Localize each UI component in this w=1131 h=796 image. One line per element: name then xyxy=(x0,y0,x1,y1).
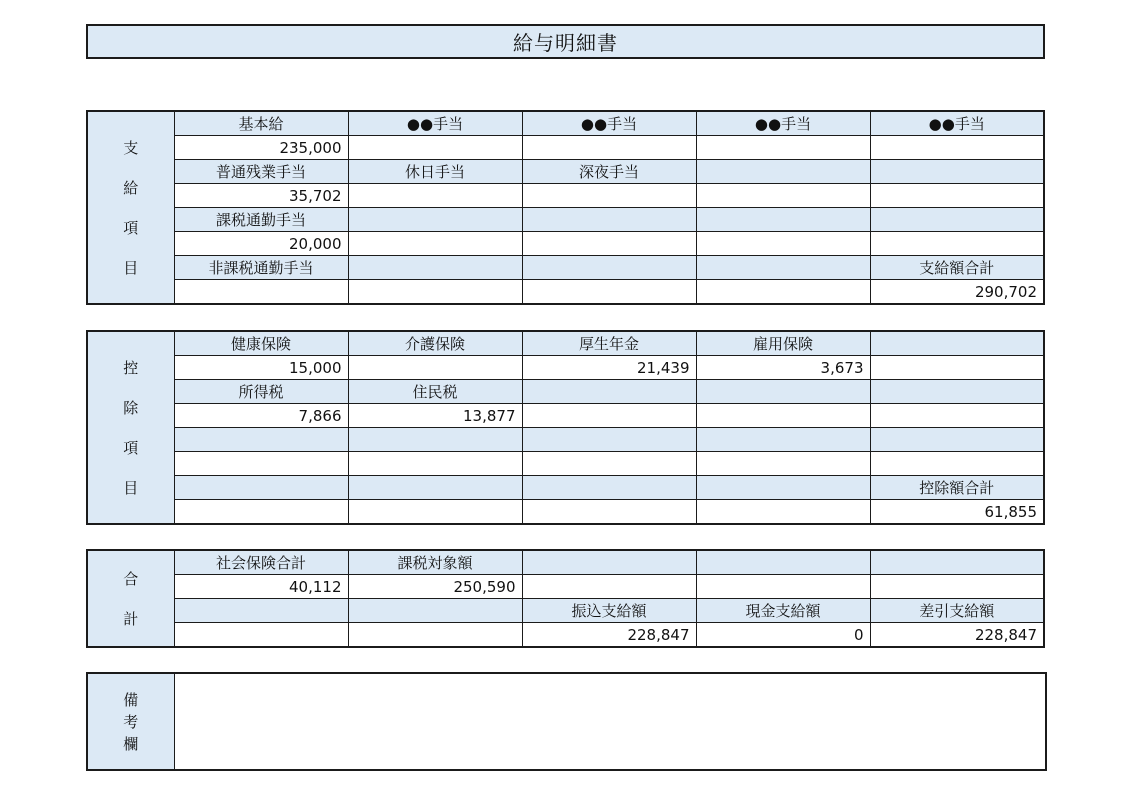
payments-side-char: 目 xyxy=(123,258,139,277)
payments-side-label xyxy=(87,111,174,304)
deductions-amount-cell[interactable]: 15,000 xyxy=(174,356,348,380)
payments-amount-cell[interactable] xyxy=(696,280,870,305)
deductions-amount-cell[interactable] xyxy=(348,356,522,380)
deductions-item-label xyxy=(522,476,696,500)
payments-item-label xyxy=(348,208,522,232)
deductions-side-char: 項 xyxy=(123,438,139,457)
table-row xyxy=(87,136,1044,160)
totals-amount-cell[interactable]: 40,112 xyxy=(174,575,348,599)
totals-side-char: 計 xyxy=(123,609,139,628)
deductions-amount-cell[interactable]: 7,866 xyxy=(174,404,348,428)
deductions-amount-cell[interactable] xyxy=(174,500,348,525)
deductions-item-label xyxy=(348,428,522,452)
totals-amount-cell[interactable]: 250,590 xyxy=(348,575,522,599)
payments-item-label xyxy=(696,160,870,184)
payments-item-label xyxy=(522,256,696,280)
payments-item-label: 深夜手当 xyxy=(522,160,696,184)
totals-side-label xyxy=(87,550,174,647)
totals-item-label: 振込支給額 xyxy=(522,599,696,623)
deductions-item-label xyxy=(870,331,1044,356)
payments-amount-cell[interactable] xyxy=(348,232,522,256)
table-row xyxy=(87,356,1044,380)
deductions-side-char: 控 xyxy=(123,358,139,377)
payments-amount-cell[interactable] xyxy=(870,232,1044,256)
payments-amount-cell[interactable] xyxy=(174,280,348,305)
payments-item-label: 支給額合計 xyxy=(870,256,1044,280)
payments-amount-cell[interactable] xyxy=(348,184,522,208)
payments-amount-cell[interactable] xyxy=(870,184,1044,208)
payments-item-label xyxy=(696,256,870,280)
table-row xyxy=(87,184,1044,208)
deductions-amount-cell[interactable] xyxy=(174,452,348,476)
table-row xyxy=(87,160,1044,184)
table-row xyxy=(87,232,1044,256)
totals-amount-cell[interactable]: 228,847 xyxy=(870,623,1044,648)
deductions-side-label xyxy=(87,331,174,524)
deductions-item-label xyxy=(696,380,870,404)
deductions-amount-cell[interactable]: 61,855 xyxy=(870,500,1044,525)
table-row xyxy=(87,208,1044,232)
totals-side-char: 合 xyxy=(123,569,139,588)
payments-amount-cell[interactable] xyxy=(696,184,870,208)
table-row xyxy=(87,550,1044,575)
table-row xyxy=(87,575,1044,599)
payments-item-label: ●●手当 xyxy=(696,111,870,136)
totals-item-label: 現金支給額 xyxy=(696,599,870,623)
deductions-amount-cell[interactable] xyxy=(348,452,522,476)
payments-item-label: 課税通勤手当 xyxy=(174,208,348,232)
payments-item-label: 非課税通勤手当 xyxy=(174,256,348,280)
payments-item-label xyxy=(870,160,1044,184)
payments-side-char: 給 xyxy=(123,178,139,197)
payments-amount-cell[interactable] xyxy=(870,136,1044,160)
table-row xyxy=(87,111,1044,136)
payments-amount-cell[interactable] xyxy=(348,280,522,305)
deductions-item-label: 介護保険 xyxy=(348,331,522,356)
deductions-amount-cell[interactable] xyxy=(522,500,696,525)
payments-item-label xyxy=(522,208,696,232)
payments-amount-cell[interactable] xyxy=(522,184,696,208)
deductions-item-label xyxy=(348,476,522,500)
deductions-item-label: 所得税 xyxy=(174,380,348,404)
payments-item-label xyxy=(348,256,522,280)
deductions-amount-cell[interactable]: 21,439 xyxy=(522,356,696,380)
deductions-side-char: 除 xyxy=(123,398,139,417)
totals-item-label xyxy=(348,599,522,623)
payments-amount-cell[interactable]: 290,702 xyxy=(870,280,1044,305)
deductions-item-label xyxy=(174,476,348,500)
totals-table xyxy=(86,549,1045,648)
totals-amount-cell[interactable] xyxy=(522,575,696,599)
payments-amount-cell[interactable] xyxy=(348,136,522,160)
totals-amount-cell[interactable]: 0 xyxy=(696,623,870,648)
remarks-side-char: 欄 xyxy=(123,734,139,753)
payments-side-char: 支 xyxy=(123,138,139,157)
totals-item-label xyxy=(870,550,1044,575)
table-row xyxy=(87,331,1044,356)
table-row xyxy=(87,623,1044,648)
deductions-amount-cell[interactable]: 3,673 xyxy=(696,356,870,380)
payments-item-label: 普通残業手当 xyxy=(174,160,348,184)
totals-amount-cell[interactable] xyxy=(348,623,522,648)
table-row xyxy=(87,452,1044,476)
deductions-side-char: 目 xyxy=(123,478,139,497)
remarks-table xyxy=(86,672,1047,771)
deductions-item-label xyxy=(870,380,1044,404)
deductions-table xyxy=(86,330,1045,525)
payments-table xyxy=(86,110,1045,305)
table-row xyxy=(87,380,1044,404)
remarks-input[interactable] xyxy=(174,673,1046,770)
payments-amount-cell[interactable]: 20,000 xyxy=(174,232,348,256)
payments-item-label: ●●手当 xyxy=(522,111,696,136)
totals-item-label xyxy=(174,599,348,623)
deductions-item-label xyxy=(174,428,348,452)
document-title: 給与明細書 xyxy=(86,24,1045,59)
deductions-amount-cell[interactable] xyxy=(870,452,1044,476)
deductions-amount-cell[interactable] xyxy=(696,500,870,525)
deductions-item-label xyxy=(696,476,870,500)
totals-item-label: 社会保険合計 xyxy=(174,550,348,575)
table-row xyxy=(87,256,1044,280)
payments-amount-cell[interactable] xyxy=(522,280,696,305)
payments-amount-cell[interactable] xyxy=(696,232,870,256)
remarks-side-char: 考 xyxy=(123,712,139,731)
payments-item-label: ●●手当 xyxy=(348,111,522,136)
deductions-item-label: 健康保険 xyxy=(174,331,348,356)
deductions-item-label xyxy=(696,428,870,452)
deductions-amount-cell[interactable] xyxy=(522,452,696,476)
deductions-amount-cell[interactable] xyxy=(522,404,696,428)
payments-item-label: ●●手当 xyxy=(870,111,1044,136)
totals-amount-cell[interactable] xyxy=(870,575,1044,599)
deductions-amount-cell[interactable] xyxy=(348,500,522,525)
deductions-amount-cell[interactable] xyxy=(870,404,1044,428)
totals-item-label: 課税対象額 xyxy=(348,550,522,575)
deductions-item-label xyxy=(522,428,696,452)
totals-item-label xyxy=(696,550,870,575)
remarks-side-label xyxy=(87,673,174,770)
table-row xyxy=(87,599,1044,623)
payments-item-label: 休日手当 xyxy=(348,160,522,184)
table-row xyxy=(87,500,1044,525)
totals-amount-cell[interactable] xyxy=(696,575,870,599)
payments-item-label: 基本給 xyxy=(174,111,348,136)
deductions-item-label: 住民税 xyxy=(348,380,522,404)
deductions-amount-cell[interactable] xyxy=(870,356,1044,380)
table-row xyxy=(87,280,1044,305)
payments-amount-cell[interactable] xyxy=(522,136,696,160)
totals-amount-cell[interactable]: 228,847 xyxy=(522,623,696,648)
totals-amount-cell[interactable] xyxy=(174,623,348,648)
table-row xyxy=(87,404,1044,428)
payments-item-label xyxy=(696,208,870,232)
totals-item-label xyxy=(522,550,696,575)
deductions-item-label: 控除額合計 xyxy=(870,476,1044,500)
deductions-amount-cell[interactable] xyxy=(696,452,870,476)
deductions-amount-cell[interactable]: 13,877 xyxy=(348,404,522,428)
deductions-amount-cell[interactable] xyxy=(696,404,870,428)
payments-item-label xyxy=(870,208,1044,232)
table-row xyxy=(87,428,1044,452)
payments-amount-cell[interactable] xyxy=(522,232,696,256)
remarks-side-char: 備 xyxy=(123,690,139,709)
table-row xyxy=(87,476,1044,500)
deductions-item-label xyxy=(522,380,696,404)
deductions-item-label: 雇用保険 xyxy=(696,331,870,356)
deductions-item-label: 厚生年金 xyxy=(522,331,696,356)
payments-amount-cell[interactable]: 235,000 xyxy=(174,136,348,160)
deductions-item-label xyxy=(870,428,1044,452)
payments-amount-cell[interactable] xyxy=(696,136,870,160)
payments-amount-cell[interactable]: 35,702 xyxy=(174,184,348,208)
payments-side-char: 項 xyxy=(123,218,139,237)
totals-item-label: 差引支給額 xyxy=(870,599,1044,623)
